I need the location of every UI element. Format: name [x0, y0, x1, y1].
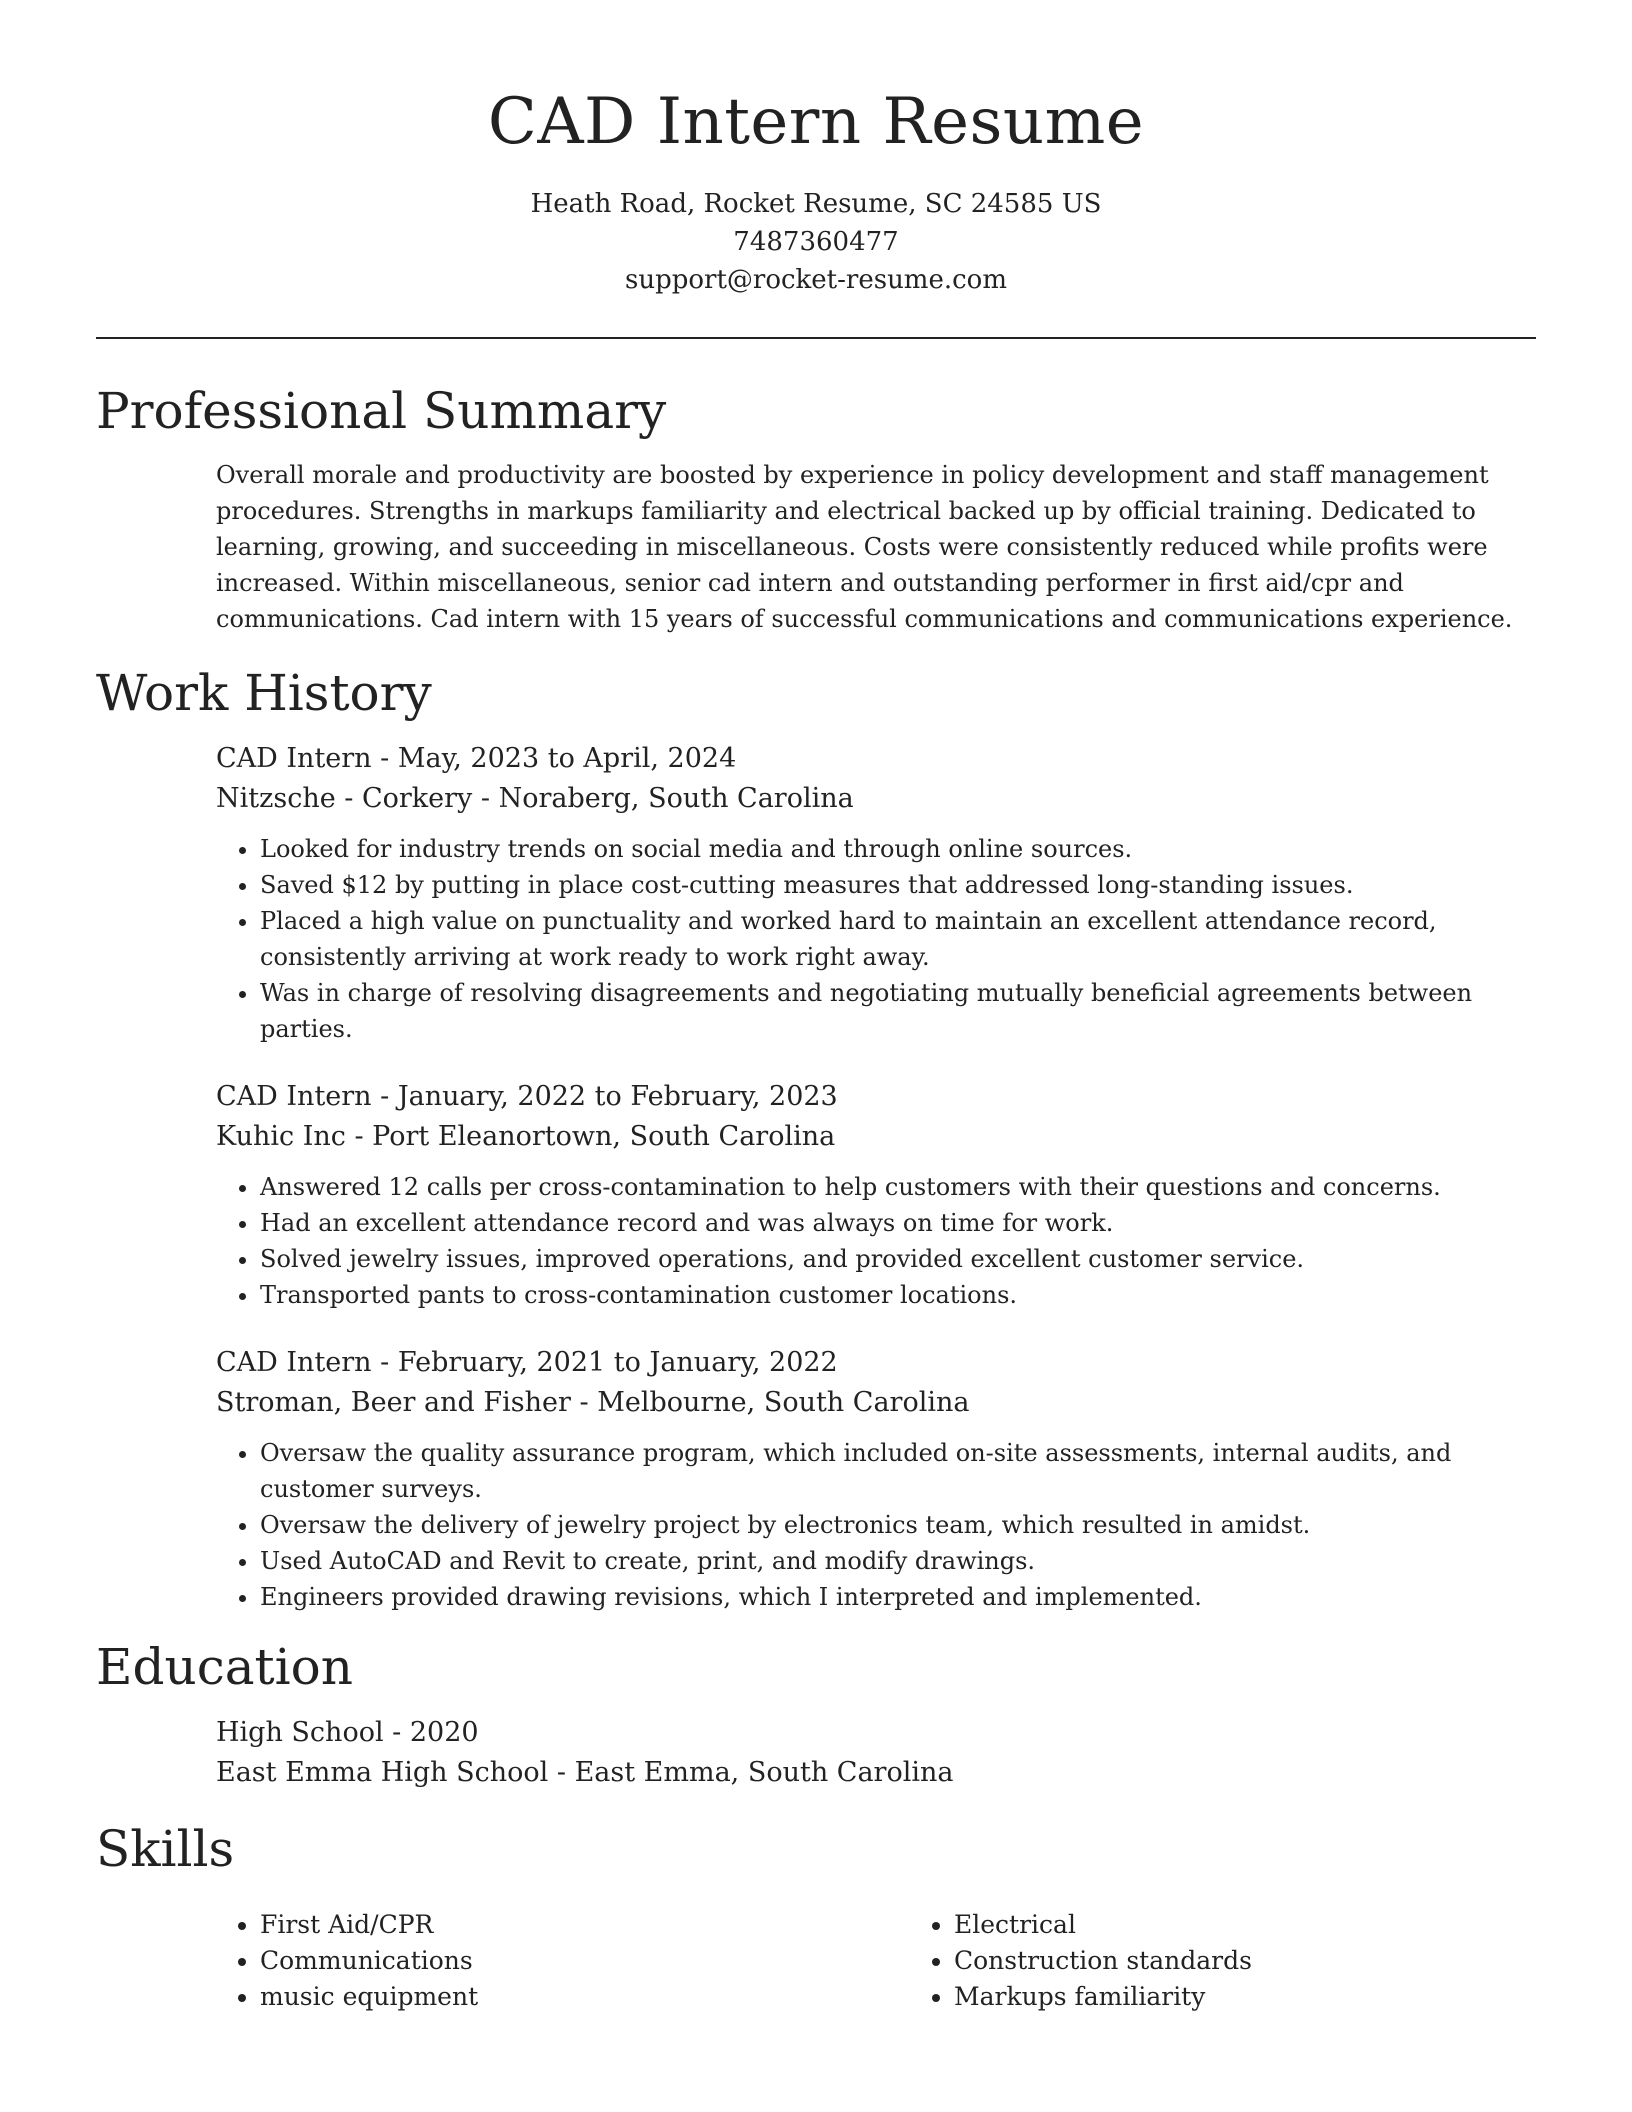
job-bullet: • Transported pants to cross-contamination customer locations.	[260, 1277, 1536, 1313]
job-bullet-list	[216, 831, 1536, 1047]
job-bullet: • Saved $12 by putting in place cost-cutting measures that addressed long-standing issues.	[260, 867, 1536, 903]
education-school-line: East Emma High School - East Emma, South Carolina	[216, 1756, 954, 1788]
education-section	[216, 1713, 1536, 1793]
work-history-section	[216, 739, 1536, 1615]
job-bullet-list	[216, 1169, 1536, 1313]
job-bullet: • Used AutoCAD and Revit to create, print, and modify drawings.	[260, 1543, 1536, 1579]
header-divider	[96, 337, 1536, 339]
skill-item: • Electrical	[954, 1907, 1604, 1943]
summary-section	[216, 457, 1536, 637]
job-bullet: • Oversaw the quality assurance program, which included on-site assessments, internal audits, and customer surveys.	[260, 1435, 1536, 1507]
skill-item: • music equipment	[260, 1979, 910, 2015]
education-degree-line: High School - 2020	[216, 1716, 479, 1748]
skill-item: • Markups familiarity	[954, 1979, 1604, 2015]
summary-heading: Professional Summary	[96, 381, 667, 440]
page-title: CAD Intern Resume	[487, 85, 1145, 159]
skills-section	[216, 1895, 1536, 2015]
work-history-heading: Work History	[96, 663, 432, 722]
job-bullet-list	[216, 1435, 1536, 1615]
skill-item: • Construction standards	[954, 1943, 1604, 1979]
education-heading: Education	[96, 1637, 353, 1696]
job-entry	[216, 1077, 1536, 1313]
job-bullet: • Had an excellent attendance record and was always on time for work.	[260, 1205, 1536, 1241]
job-title-line: CAD Intern - May, 2023 to April, 2024	[216, 742, 737, 774]
contact-phone: 7487360477	[733, 226, 899, 257]
job-title-line: CAD Intern - February, 2021 to January, 2022	[216, 1346, 838, 1378]
job-company-line: Stroman, Beer and Fisher - Melbourne, South Carolina	[216, 1386, 970, 1418]
resume-header	[96, 0, 1536, 299]
skills-list-left	[216, 1907, 910, 2015]
contact-email: support@rocket-resume.com	[624, 264, 1007, 295]
job-bullet: • Placed a high value on punctuality and worked hard to maintain an excellent attendance record, consistently arriving at work ready to work right away.	[260, 903, 1536, 975]
job-entry	[216, 739, 1536, 1047]
job-bullet: • Was in charge of resolving disagreements and negotiating mutually beneficial agreements between parties.	[260, 975, 1536, 1047]
skill-item: • Communications	[260, 1943, 910, 1979]
summary-text: Overall morale and productivity are boosted by experience in policy development and staff management procedures. Strengths in markups familiarity and electrical backed up by official training. Dedicated to learning, growing, and succeeding in miscellaneous. Costs were consistently reduced while profits were increased. Within miscellaneous, senior cad intern and outstanding performer in first aid/cpr and communications. Cad intern with 15 years of successful communications and communications experience.	[216, 460, 1513, 633]
skills-list-right	[910, 1907, 1604, 2015]
job-bullet: • Engineers provided drawing revisions, which I interpreted and implemented.	[260, 1579, 1536, 1615]
job-bullet: • Oversaw the delivery of jewelry project by electronics team, which resulted in amidst.	[260, 1507, 1536, 1543]
job-bullet: • Answered 12 calls per cross-contamination to help customers with their questions and concerns.	[260, 1169, 1536, 1205]
job-company-line: Kuhic Inc - Port Eleanortown, South Carolina	[216, 1120, 836, 1152]
contact-address: Heath Road, Rocket Resume, SC 24585 US	[530, 188, 1102, 219]
skills-heading: Skills	[96, 1819, 235, 1878]
job-bullet: • Looked for industry trends on social media and through online sources.	[260, 831, 1536, 867]
job-entry	[216, 1343, 1536, 1615]
skill-item: • First Aid/CPR	[260, 1907, 910, 1943]
contact-block	[96, 185, 1536, 299]
job-company-line: Nitzsche - Corkery - Noraberg, South Carolina	[216, 782, 854, 814]
job-bullet: • Solved jewelry issues, improved operations, and provided excellent customer service.	[260, 1241, 1536, 1277]
job-title-line: CAD Intern - January, 2022 to February, 2023	[216, 1080, 838, 1112]
